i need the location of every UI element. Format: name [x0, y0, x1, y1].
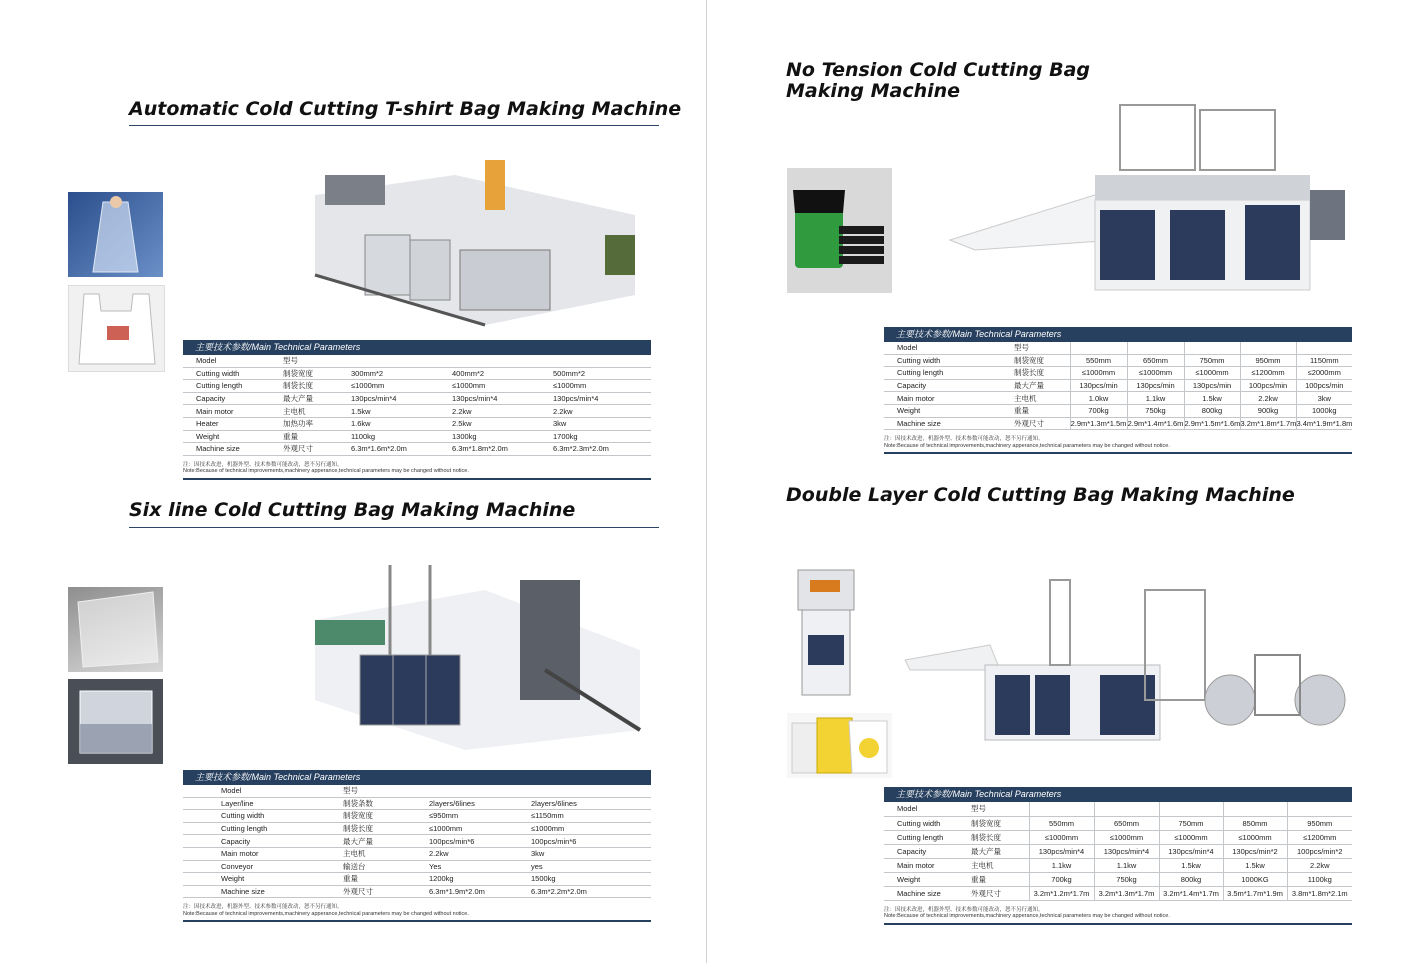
row-label: Main motor	[183, 405, 281, 418]
row-label: Conveyor	[183, 860, 341, 873]
cell: 2.9m*1.5m*1.6m	[1184, 418, 1240, 428]
cell: 2layers/6lines	[529, 797, 651, 810]
cell: 1500kg	[529, 873, 651, 886]
note-en: Note:Because of technical improvements,machinery apperance,technical parameters may be changed without notice.	[183, 468, 469, 475]
row-label-cn: 型号	[341, 785, 427, 797]
sixline-title-rule	[129, 527, 659, 528]
row-label: Main motor	[884, 392, 1012, 405]
notension-title-line2: Making Machine	[786, 80, 961, 102]
row-label: Cutting width	[884, 816, 969, 830]
cell: ≤1000mm	[427, 822, 529, 835]
cell: 3.2m*1.3m*1.7m	[1094, 886, 1159, 900]
table-row	[884, 872, 1352, 886]
cell: 1.1kw	[1127, 392, 1184, 405]
cell: 700kg	[1029, 872, 1094, 886]
cell: 550mm	[1029, 816, 1094, 830]
table-row	[884, 886, 1352, 900]
tshirt-table-header: 主要技术参数/Main Technical Parameters	[183, 340, 651, 355]
cell: 3kw	[529, 847, 651, 860]
row-label-cn: 重量	[281, 430, 349, 443]
cell	[1296, 342, 1352, 354]
note-cn: 注：因技术改进，机器外型、技术参数可能改动，恕不另行通知。	[884, 906, 1044, 913]
tshirt-note	[183, 462, 651, 475]
doublelayer-param-table	[884, 787, 1352, 925]
cell: 300mm*2	[349, 367, 450, 380]
row-label-cn: 制袋宽度	[281, 367, 349, 380]
row-label: Machine size	[884, 417, 1012, 430]
cell	[1094, 802, 1159, 816]
tshirt-title: Automatic Cold Cutting T-shirt Bag Making Machine	[129, 98, 682, 120]
notension-table	[884, 342, 1352, 430]
row-label: Heater	[183, 417, 281, 430]
row-label: Weight	[884, 404, 1012, 417]
notension-title-line1: No Tension Cold Cutting Bag	[786, 59, 1091, 81]
cell: yes	[529, 860, 651, 873]
cell: 800kg	[1184, 404, 1240, 417]
cell: 130pcs/min*4	[1029, 844, 1094, 858]
row-label-cn: 制袋条数	[341, 797, 427, 810]
punch-press-image	[790, 560, 862, 700]
cell	[1240, 342, 1296, 354]
cell: 2.2kw	[450, 405, 551, 418]
cell: 2.5kw	[450, 417, 551, 430]
cell: 750kg	[1127, 404, 1184, 417]
row-label: Cutting length	[884, 830, 969, 844]
vest-bags-photo	[787, 713, 892, 778]
doublelayer-note	[884, 907, 1352, 920]
cell: 1.5kw	[1223, 858, 1287, 872]
cell	[1070, 342, 1127, 354]
table-row	[183, 380, 651, 393]
cell: ≤1150mm	[529, 810, 651, 823]
cell	[450, 355, 551, 367]
table-row	[884, 354, 1352, 367]
row-label: Cutting length	[183, 822, 341, 835]
cell: 3kw	[1296, 392, 1352, 405]
cell: 100pcs/min	[1240, 379, 1296, 392]
cell: 6.3m*1.8m*2.0m	[450, 443, 551, 456]
cell: 6.3m*1.6m*2.0m	[349, 443, 450, 456]
row-label: Capacity	[183, 392, 281, 405]
table-row	[183, 835, 651, 848]
cell: 2.2kw	[551, 405, 651, 418]
cell: 3.5m*1.7m*1.9m	[1223, 886, 1287, 900]
cell: 1.6kw	[349, 417, 450, 430]
row-label-cn: 加热功率	[281, 417, 349, 430]
cell	[1287, 802, 1352, 816]
cell: ≤2000mm	[1296, 367, 1352, 380]
cell: 500mm*2	[551, 367, 651, 380]
tshirt-table-footline	[183, 478, 651, 480]
row-label: Weight	[183, 430, 281, 443]
row-label-cn: 最大产量	[341, 835, 427, 848]
sixline-note	[183, 904, 651, 917]
cell: 100pcs/min*2	[1287, 844, 1352, 858]
cell: 130pcs/min*4	[450, 392, 551, 405]
cell: 1150mm	[1296, 354, 1352, 367]
row-label-cn: 最大产量	[281, 392, 349, 405]
notension-machine-image	[945, 100, 1360, 300]
row-label: Main motor	[884, 858, 969, 872]
cell: 900kg	[1240, 404, 1296, 417]
cell: 1100kg	[1287, 872, 1352, 886]
row-label-cn: 型号	[1012, 342, 1070, 354]
tshirt-bag-photo	[68, 285, 165, 372]
cell: 400mm*2	[450, 367, 551, 380]
sixline-table	[183, 785, 651, 898]
cell: 130pcs/min*2	[1223, 844, 1287, 858]
cell: 950mm	[1287, 816, 1352, 830]
row-label-cn: 制袋长度	[969, 830, 1029, 844]
cell: ≤1000mm	[450, 380, 551, 393]
cell: 100pcs/min*6	[427, 835, 529, 848]
sixline-machine-image	[305, 560, 650, 750]
row-label: Machine size	[183, 443, 281, 456]
cell: 850mm	[1223, 816, 1287, 830]
notension-table-header: 主要技术参数/Main Technical Parameters	[884, 327, 1352, 342]
row-label: Model	[884, 802, 969, 816]
row-label-cn: 制袋长度	[341, 822, 427, 835]
cell: ≤1000mm	[1127, 367, 1184, 380]
row-label: Cutting length	[183, 380, 281, 393]
tshirt-title-rule	[129, 125, 659, 126]
tshirt-table	[183, 355, 651, 456]
row-label-cn: 主电机	[969, 858, 1029, 872]
row-label: Layer/line	[183, 797, 341, 810]
clear-film-photo	[68, 587, 163, 672]
row-label-cn: 外观尺寸	[341, 885, 427, 898]
table-row	[183, 847, 651, 860]
cell	[349, 355, 450, 367]
cell: 1.5kw	[349, 405, 450, 418]
row-label-cn: 主电机	[281, 405, 349, 418]
cell: 750kg	[1094, 872, 1159, 886]
table-row	[183, 797, 651, 810]
cell	[1029, 802, 1094, 816]
doublelayer-table	[884, 802, 1352, 901]
flat-bag-photo	[68, 679, 163, 764]
cell: 130pcs/min*4	[1094, 844, 1159, 858]
table-row	[884, 417, 1352, 430]
cell	[529, 785, 651, 797]
cell: ≤1000mm	[1070, 367, 1127, 380]
row-label-cn: 制袋长度	[1012, 367, 1070, 380]
cell: ≤1000mm	[1159, 830, 1223, 844]
cell	[1127, 342, 1184, 354]
row-label: Capacity	[884, 844, 969, 858]
table-row	[884, 404, 1352, 417]
table-row	[884, 392, 1352, 405]
tshirt-machine-image	[305, 155, 650, 327]
sixline-param-table	[183, 770, 651, 922]
row-label: Capacity	[183, 835, 341, 848]
table-row	[183, 417, 651, 430]
cell: 6.3m*1.9m*2.0m	[427, 885, 529, 898]
cell: 130pcs/min	[1070, 379, 1127, 392]
cell: ≤1000mm	[1094, 830, 1159, 844]
row-label: Cutting length	[884, 367, 1012, 380]
note-cn: 注：因技术改进，机器外型、技术参数可能改动，恕不另行通知。	[183, 904, 343, 911]
table-row	[884, 802, 1352, 816]
cell: 130pcs/min	[1184, 379, 1240, 392]
cell: ≤1000mm	[551, 380, 651, 393]
cell: 550mm	[1070, 354, 1127, 367]
cell: 3kw	[551, 417, 651, 430]
cell: ≤1000mm	[1184, 367, 1240, 380]
table-row	[884, 830, 1352, 844]
cell: 1000KG	[1223, 872, 1287, 886]
cell: 2.9m*1.4m*1.6m	[1127, 418, 1184, 428]
clear-bag-photo	[68, 192, 163, 277]
row-label: Capacity	[884, 379, 1012, 392]
row-label: Model	[884, 342, 1012, 354]
row-label-cn: 型号	[281, 355, 349, 367]
doublelayer-table-header: 主要技术参数/Main Technical Parameters	[884, 787, 1352, 802]
row-label-cn: 型号	[969, 802, 1029, 816]
row-label: Machine size	[884, 886, 969, 900]
row-label-cn: 外观尺寸	[281, 443, 349, 456]
cell: ≤1000mm	[1029, 830, 1094, 844]
row-label-cn: 最大产量	[1012, 379, 1070, 392]
row-label-cn: 重量	[1012, 404, 1070, 417]
cell: 750mm	[1159, 816, 1223, 830]
cell	[427, 785, 529, 797]
cell: Yes	[427, 860, 529, 873]
cell: ≤950mm	[427, 810, 529, 823]
row-label: Model	[183, 785, 341, 797]
cell: ≤1000mm	[1223, 830, 1287, 844]
doublelayer-machine-image	[900, 570, 1360, 750]
cell: 2.2kw	[1240, 392, 1296, 405]
tshirt-param-table	[183, 340, 651, 480]
cell: 1.1kw	[1094, 858, 1159, 872]
cell: 1.0kw	[1070, 392, 1127, 405]
row-label: Model	[183, 355, 281, 367]
cell: 700kg	[1070, 404, 1127, 417]
doublelayer-title: Double Layer Cold Cutting Bag Making Machine	[786, 484, 1295, 506]
table-row	[183, 785, 651, 797]
row-label-cn: 制袋长度	[281, 380, 349, 393]
table-row	[884, 379, 1352, 392]
table-row	[183, 443, 651, 456]
trash-bag-bin-photo	[787, 168, 892, 293]
cell: 1200kg	[427, 873, 529, 886]
row-label-cn: 外观尺寸	[1012, 417, 1070, 430]
table-row	[183, 873, 651, 886]
cell: 100pcs/min	[1296, 379, 1352, 392]
cell: 3.2m*1.2m*1.7m	[1029, 886, 1094, 900]
table-row	[183, 430, 651, 443]
cell: ≤1200mm	[1240, 367, 1296, 380]
row-label: Weight	[183, 873, 341, 886]
cell: 130pcs/min	[1127, 379, 1184, 392]
note-en: Note:Because of technical improvements,machinery apperance,technical parameters may be changed without notice.	[183, 910, 469, 917]
cell: 1.1kw	[1029, 858, 1094, 872]
cell	[1184, 342, 1240, 354]
cell: ≤1200mm	[1287, 830, 1352, 844]
cell: 2.2kw	[427, 847, 529, 860]
cell: 3.2m*1.8m*1.7m	[1240, 418, 1296, 428]
table-row	[884, 816, 1352, 830]
table-row	[183, 367, 651, 380]
row-label-cn: 输送台	[341, 860, 427, 873]
doublelayer-table-footline	[884, 923, 1352, 925]
table-row	[884, 342, 1352, 354]
cell: ≤1000mm	[349, 380, 450, 393]
cell: 800kg	[1159, 872, 1223, 886]
note-cn: 注：因技术改进，机器外型、技术参数可能改动，恕不另行通知。	[183, 461, 343, 468]
notension-table-footline	[884, 452, 1352, 454]
cell: 1100kg	[349, 430, 450, 443]
row-label-cn: 外观尺寸	[969, 886, 1029, 900]
table-row	[884, 367, 1352, 380]
cell	[551, 355, 651, 367]
cell: 3.8m*1.8m*2.1m	[1287, 886, 1352, 900]
cell: 1700kg	[551, 430, 651, 443]
cell: 3.2m*1.4m*1.7m	[1159, 886, 1223, 900]
row-label: Weight	[884, 872, 969, 886]
table-row	[183, 822, 651, 835]
cell: 130pcs/min*4	[551, 392, 651, 405]
cell: 100pcs/min*6	[529, 835, 651, 848]
cell: 3.4m*1.9m*1.8m	[1296, 418, 1352, 428]
cell	[1223, 802, 1287, 816]
cell: 6.3m*2.3m*2.0m	[551, 443, 651, 456]
table-row	[183, 860, 651, 873]
cell	[1159, 802, 1223, 816]
cell: ≤1000mm	[529, 822, 651, 835]
table-row	[183, 885, 651, 898]
row-label: Cutting width	[884, 354, 1012, 367]
table-row	[183, 392, 651, 405]
row-label-cn: 重量	[969, 872, 1029, 886]
table-row	[183, 405, 651, 418]
row-label-cn: 最大产量	[969, 844, 1029, 858]
cell: 1300kg	[450, 430, 551, 443]
note-cn: 注：因技术改进，机器外型、技术参数可能改动，恕不另行通知。	[884, 436, 1044, 443]
table-row	[884, 858, 1352, 872]
sixline-table-header: 主要技术参数/Main Technical Parameters	[183, 770, 651, 785]
row-label: Machine size	[183, 885, 341, 898]
cell: 2.9m*1.3m*1.5m	[1070, 418, 1127, 428]
sixline-table-footline	[183, 920, 651, 922]
table-row	[183, 810, 651, 823]
cell: 950mm	[1240, 354, 1296, 367]
table-row	[183, 355, 651, 367]
sixline-title: Six line Cold Cutting Bag Making Machine	[129, 499, 576, 521]
notension-note	[884, 436, 1352, 449]
table-row	[884, 844, 1352, 858]
row-label: Cutting width	[183, 367, 281, 380]
row-label-cn: 主电机	[341, 847, 427, 860]
note-en: Note:Because of technical improvements,machinery apperance,technical parameters may be changed without notice.	[884, 442, 1170, 449]
note-en: Note:Because of technical improvements,machinery apperance,technical parameters may be changed without notice.	[884, 913, 1170, 919]
row-label-cn: 制袋宽度	[969, 816, 1029, 830]
row-label-cn: 重量	[341, 873, 427, 886]
row-label-cn: 主电机	[1012, 392, 1070, 405]
row-label-cn: 制袋宽度	[1012, 354, 1070, 367]
cell: 650mm	[1127, 354, 1184, 367]
notension-param-table	[884, 327, 1352, 454]
cell: 2layers/6lines	[427, 797, 529, 810]
cell: 130pcs/min*4	[349, 392, 450, 405]
cell: 6.3m*2.2m*2.0m	[529, 885, 651, 898]
cell: 750mm	[1184, 354, 1240, 367]
cell: 650mm	[1094, 816, 1159, 830]
row-label: Main motor	[183, 847, 341, 860]
row-label: Cutting width	[183, 810, 341, 823]
cell: 1.5kw	[1159, 858, 1223, 872]
cell: 1.5kw	[1184, 392, 1240, 405]
cell: 130pcs/min*4	[1159, 844, 1223, 858]
cell: 2.2kw	[1287, 858, 1352, 872]
page-spine	[706, 0, 707, 963]
cell: 1000kg	[1296, 404, 1352, 417]
row-label-cn: 制袋宽度	[341, 810, 427, 823]
